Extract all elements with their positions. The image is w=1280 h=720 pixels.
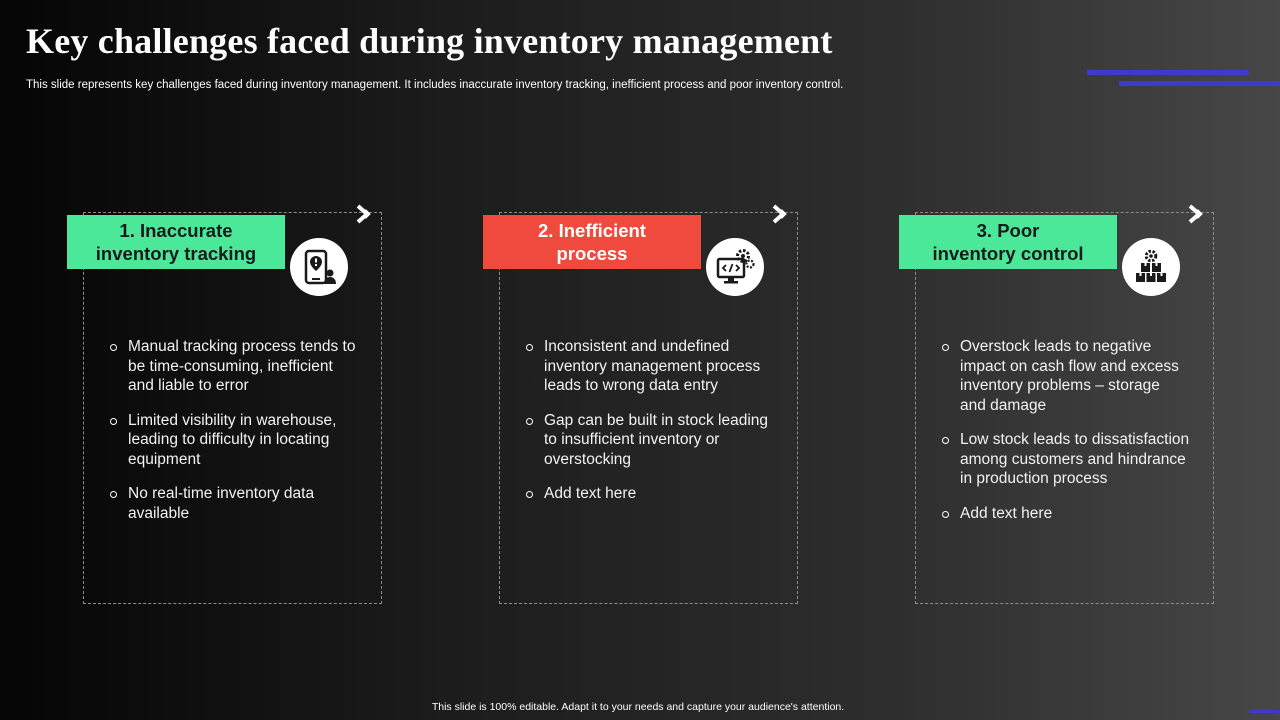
slide-footer: This slide is 100% editable. Adapt it to your needs and capture your audience's attention. xyxy=(431,701,845,713)
challenge-point: No real-time inventory data available xyxy=(108,484,358,523)
challenge-point: Low stock leads to dissatisfaction among customers and hindrance in production process xyxy=(940,430,1190,489)
mobile-tracking-icon xyxy=(290,238,348,296)
card-heading-line-2: inventory tracking xyxy=(95,243,257,264)
challenge-points xyxy=(108,337,358,538)
card-heading-line-1: 2. Inefficient xyxy=(538,220,646,241)
decorative-line-top xyxy=(1087,70,1249,75)
challenge-point: Overstock leads to negative impact on cash flow and excess inventory problems – storage and damage xyxy=(940,337,1190,415)
challenge-card-inaccurate-tracking xyxy=(83,212,382,604)
chevron-right-icon xyxy=(354,203,376,225)
card-heading xyxy=(67,215,285,269)
decorative-line-bottom xyxy=(1119,81,1280,86)
card-heading-line-2: process xyxy=(556,243,628,264)
challenge-point: Manual tracking process tends to be time-consuming, inefficient and liable to error xyxy=(108,337,358,396)
challenge-point: Limited visibility in warehouse, leading to difficulty in locating equipment xyxy=(108,411,358,470)
challenge-point: Add text here xyxy=(940,504,1190,524)
card-heading-line-2: inventory control xyxy=(932,243,1084,264)
chevron-right-icon xyxy=(1186,203,1208,225)
boxes-gear-icon xyxy=(1122,238,1180,296)
challenge-point: Inconsistent and undefined inventory management process leads to wrong data entry xyxy=(524,337,774,396)
computer-code-gears-icon xyxy=(706,238,764,296)
card-heading-line-1: 1. Inaccurate xyxy=(119,220,233,241)
slide-subtitle: This slide represents key challenges faced during inventory management. It includes inaccurate inventory tracking, inefficient process and poor inventory control. xyxy=(26,79,844,91)
challenge-points xyxy=(524,337,774,519)
card-heading xyxy=(899,215,1117,269)
challenge-points xyxy=(940,337,1190,538)
card-heading xyxy=(483,215,701,269)
challenge-point: Add text here xyxy=(524,484,774,504)
slide-title: Key challenges faced during inventory management xyxy=(26,21,833,61)
challenge-point: Gap can be built in stock leading to insufficient inventory or overstocking xyxy=(524,411,774,470)
challenge-card-inefficient-process xyxy=(499,212,798,604)
challenge-card-poor-control xyxy=(915,212,1214,604)
chevron-right-icon xyxy=(770,203,792,225)
card-heading-line-1: 3. Poor xyxy=(976,220,1040,241)
